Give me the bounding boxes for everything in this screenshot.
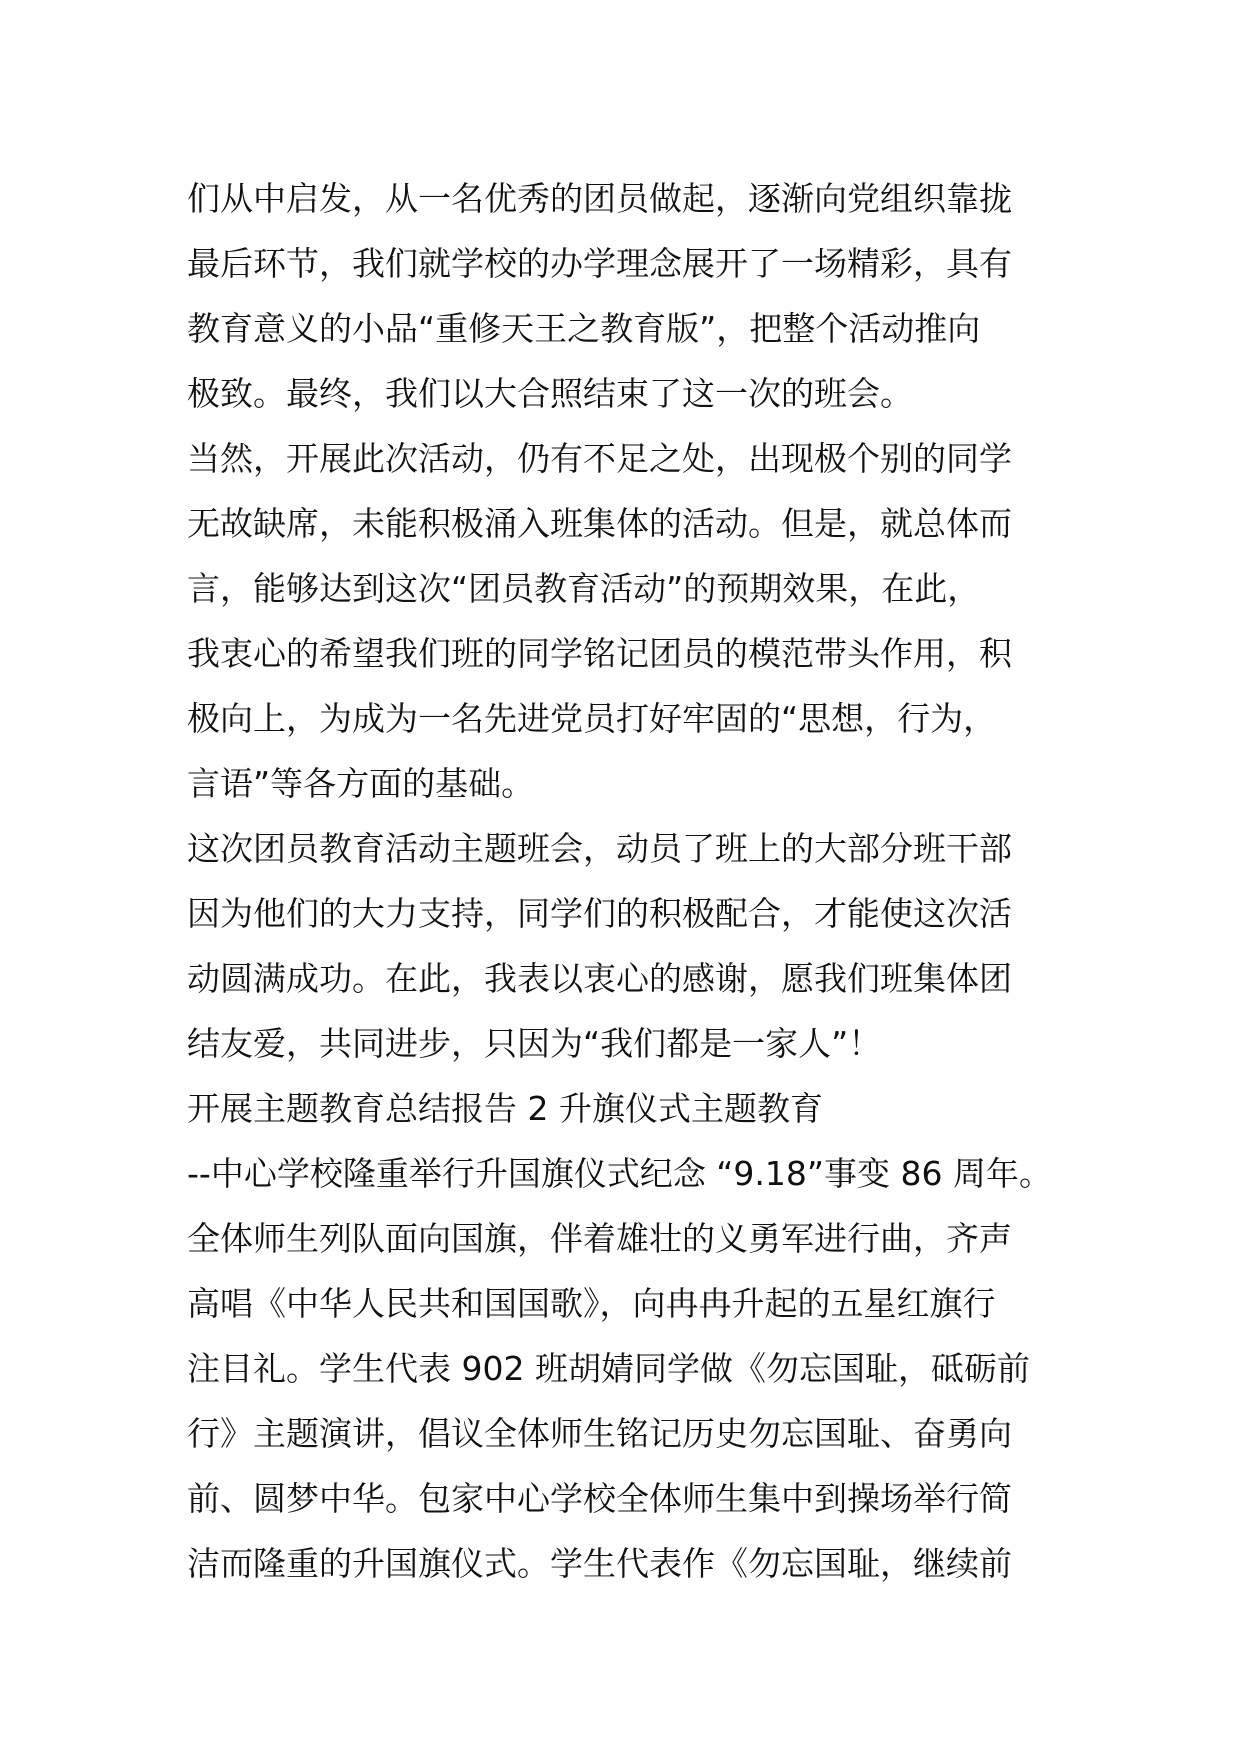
text-line: 当然，开展此次活动，仍有不足之处，出现极个别的同学 [187, 439, 1012, 478]
text-line: 结友爱，共同进步，只因为“我们都是一家人”！ [187, 1024, 882, 1063]
text-line: 们从中启发，从一名优秀的团员做起，逐渐向党组织靠拢 [187, 179, 1012, 218]
text-line: 行》主题演讲，倡议全体师生铭记历史勿忘国耻、奋勇向 [187, 1414, 1012, 1453]
text-line: --中心学校隆重举行升国旗仪式纪念 “9.18”事变 86 周年。 [187, 1154, 1052, 1193]
document-body [187, 166, 1067, 1596]
text-line: 前、圆梦中华。包家中心学校全体师生集中到操场举行简 [187, 1479, 1012, 1518]
text-line: 这次团员教育活动主题班会，动员了班上的大部分班干部 [187, 829, 1012, 868]
text-line: 动圆满成功。在此，我表以衷心的感谢，愿我们班集体团 [187, 959, 1012, 998]
section-heading: 开展主题教育总结报告 2 升旗仪式主题教育 [187, 1089, 823, 1128]
text-line: 言语”等各方面的基础。 [187, 764, 535, 803]
text-line: 注目礼。学生代表 902 班胡婧同学做《勿忘国耻，砥砺前 [187, 1349, 1030, 1388]
text-line: 教育意义的小品“重修天王之教育版”，把整个活动推向 [187, 309, 981, 348]
text-line: 洁而隆重的升国旗仪式。学生代表作《勿忘国耻，继续前 [187, 1544, 1012, 1583]
text-line: 言，能够达到这次“团员教育活动”的预期效果，在此， [187, 569, 981, 608]
text-line: 因为他们的大力支持，同学们的积极配合，才能使这次活 [187, 894, 1012, 933]
text-line: 最后环节，我们就学校的办学理念展开了一场精彩，具有 [187, 244, 1012, 283]
text-line: 高唱《中华人民共和国国歌》，向冉冉升起的五星红旗行 [187, 1284, 996, 1323]
text-line: 极致。最终，我们以大合照结束了这一次的班会。 [187, 374, 913, 413]
text-line: 无故缺席，未能积极涌入班集体的活动。但是，就总体而 [187, 504, 1012, 543]
text-line: 我衷心的希望我们班的同学铭记团员的模范带头作用，积 [187, 634, 1012, 673]
text-line: 全体师生列队面向国旗，伴着雄壮的义勇军进行曲，齐声 [187, 1219, 1012, 1258]
text-line: 极向上，为成为一名先进党员打好牢固的“思想，行为， [187, 699, 997, 738]
